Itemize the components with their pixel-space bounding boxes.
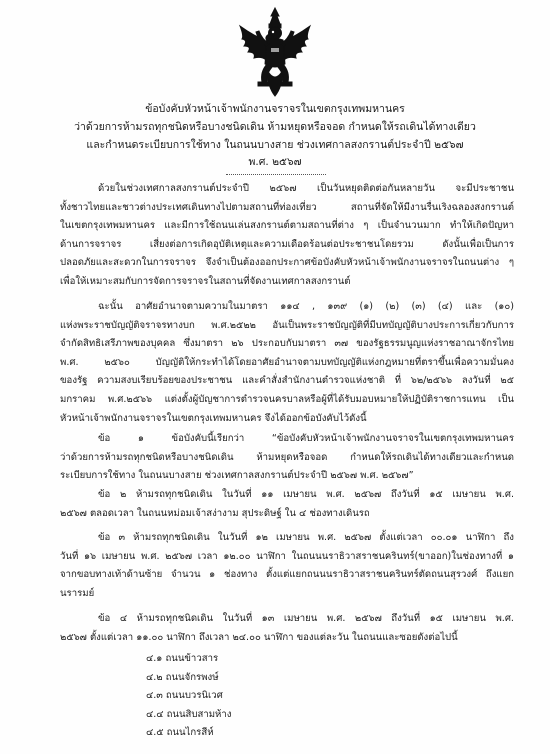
text-line: ด้วยในช่วงเทศกาลสงกรานต์ประจำปี ๒๕๖๗ เป็นวันหยุดติดต่อกันหลายวัน จะมีประชาชน <box>98 183 514 194</box>
text-line: ข้อ ๑ ข้อบังคับนี้เรียกว่า “ข้อบังคับหัวหน้าเจ้าพนักงานจราจรในเขตกรุงเทพมหานคร <box>98 433 514 444</box>
text-line: หัวหน้าเจ้าพนักงานจราจรในเขตกรุงเทพมหานคร จึงได้ออกข้อบังคับไว้ดังนี้ <box>60 412 367 424</box>
text-line: นรารมย์ <box>60 587 95 599</box>
text-line: จำกัดสิทธิเสรีภาพของบุคคล ซึ่งมาตรา ๒๖ ประกอบกับมาตรา ๓๗ ของรัฐธรรมนูญแห่งราชอาณาจักรไทย <box>60 338 514 350</box>
text-line: ๒๕๖๗ ตลอดเวลา ในถนนหม่อมเจ้าสง่างาม สุประดิษฐ์ ใน ๔ ช่องทางเดินรถ <box>60 507 370 519</box>
text-line: ในเขตกรุงเทพมหานคร และมีการใช้ถนนเล่นสงกรานต์ตามสถานที่ต่าง ๆ เป็นจำนวนมาก ทำให้เกิดปัญหา <box>60 220 514 232</box>
clause-1 <box>60 430 514 486</box>
text-line: จากขอบทางเท้าด้านซ้าย จำนวน ๑ ช่องทาง ตั้งแต่แยกถนนนราธิวาสราชนครินทร์ตัดถนนสุรวงศ์ ถึงแยก <box>60 569 514 581</box>
list-item: ๔.๑ ถนนข้าวสาร <box>146 653 219 664</box>
garuda-emblem-icon <box>236 6 314 98</box>
list-item: ๔.๕ ถนนไกรสีห์ <box>146 727 214 739</box>
list-item: ๔.๔ ถนนสิบสามห้าง <box>146 708 232 720</box>
clause-3 <box>60 529 514 603</box>
list-item: ๔.๓ ถนนบวรนิเวศ <box>146 690 223 702</box>
paragraph-preamble <box>60 180 514 292</box>
separator-rule <box>226 174 326 175</box>
text-line: เพื่อให้เหมาะสมกับการจัดการจราจรในสถานที่จัดงานเทศกาลสงกรานต์ <box>60 275 351 287</box>
text-line: แห่งพระราชบัญญัติจราจรทางบก พ.ศ.๒๕๒๒ อันเป็นพระราชบัญญัติที่มีบทบัญญัติบางประการเกี่ยวกับการ <box>60 319 514 331</box>
list-item: ๔.๒ ถนนจักรพงษ์ <box>146 671 219 683</box>
text-line: ฉะนั้น อาศัยอำนาจตามความในมาตรา ๑๑๔ , ๑๓๙ (๑) (๒) (๓) (๔) และ (๑๐) <box>98 301 514 312</box>
text-line: ปลอดภัยและสะดวกในการจราจร จึงจำเป็นต้องออกประกาศข้อบังคับหัวหน้าเจ้าพนักงานจราจรในถนนต่าง ๆ <box>60 257 514 269</box>
text-line: วันที่ ๑๖ เมษายน พ.ศ. ๒๕๖๗ เวลา ๑๒.๐๐ นาฬิกา ในถนนนราธิวาสราชนครินทร์(ขาออก)ในช่องทางที่ ๑ <box>60 550 514 562</box>
text-line: ด้านการจราจร เสี่ยงต่อการเกิดอุบัติเหตุและความเดือดร้อนต่อประชาชนโดยรวม ดังนั้นเพื่อเป็นการ <box>60 238 514 250</box>
title-line-1: ข้อบังคับหัวหน้าเจ้าพนักงานจราจรในเขตกรุงเทพมหานคร <box>145 103 405 115</box>
text-line: ระเบียบการใช้ทาง ในถนนบางสาย ช่วงเทศกาลสงกรานต์ประจำปี ๒๕๖๗ พ.ศ. ๒๕๖๗” <box>60 470 414 482</box>
text-line: ทั้งชาวไทยและชาวต่างประเทศเดินทางไปตามสถานที่ท่องเที่ยว สถานที่จัดให้มีงานรื่นเริงฉลองสงกรานต์ <box>60 201 514 213</box>
title-line-4: พ.ศ. ๒๕๖๗ <box>248 156 302 168</box>
title-line-2: ว่าด้วยการห้ามรถทุกชนิดหรือบางชนิดเดิน ห้ามหยุดหรือจอด กำหนดให้รถเดินได้ทางเดียว <box>74 121 476 133</box>
text-line: ของรัฐ ความสงบเรียบร้อยของประชาชน และคำสั่งสำนักงานตำรวจแห่งชาติ ที่ ๖๒/๒๕๖๖ ลงวันที่ ๒๕ <box>60 375 514 387</box>
text-line: ข้อ ๓ ห้ามรถทุกชนิดเดิน ในวันที่ ๑๒ เมษายน พ.ศ. ๒๕๖๗ ตั้งแต่เวลา ๐๐.๐๑ นาฬิกา ถึง <box>98 532 514 543</box>
text-line: พ.ศ. ๒๕๖๐ บัญญัติให้กระทำได้โดยอาศัยอำนาจตามบทบัญญัติแห่งกฎหมายที่ตราขึ้นเพื่อความมั่นคง <box>60 356 514 368</box>
text-line: ข้อ ๔ ห้ามรถทุกชนิดเดิน ในวันที่ ๑๓ เมษายน พ.ศ. ๒๕๖๗ ถึงวันที่ ๑๕ เมษายน พ.ศ. <box>98 613 514 624</box>
clause-2 <box>60 486 514 523</box>
text-line: ข้อ ๒ ห้ามรถทุกชนิดเดิน ในวันที่ ๑๑ เมษายน พ.ศ. ๒๕๖๗ ถึงวันที่ ๑๕ เมษายน พ.ศ. <box>98 489 514 500</box>
title-line-3: และกำหนดระเบียบการใช้ทาง ในถนนบางสาย ช่วงเทศกาลสงกรานต์ประจำปี ๒๕๖๗ <box>86 139 464 151</box>
text-line: ว่าด้วยการห้ามรถทุกชนิดหรือบางชนิดเดิน ห้ามหยุดหรือจอด กำหนดให้รถเดินได้ทางเดียวและกำหนด <box>60 451 514 463</box>
road-list <box>146 650 231 743</box>
paragraph-authority <box>60 298 514 428</box>
text-line: ๒๕๖๗ ตั้งแต่เวลา ๑๑.๐๐ นาฬิกา ถึงเวลา ๒๔.๐๐ นาฬิกา ของแต่ละวัน ในถนนและซอยดังต่อไปนี้ <box>60 631 458 643</box>
clause-4 <box>60 610 514 647</box>
text-line: มกราคม พ.ศ.๒๕๖๖ แต่งตั้งผู้บัญชาการตำรวจนครบาลหรือผู้ที่ได้รับมอบหมายให้ปฏิบัติราชการแทน เป็น <box>60 393 514 405</box>
